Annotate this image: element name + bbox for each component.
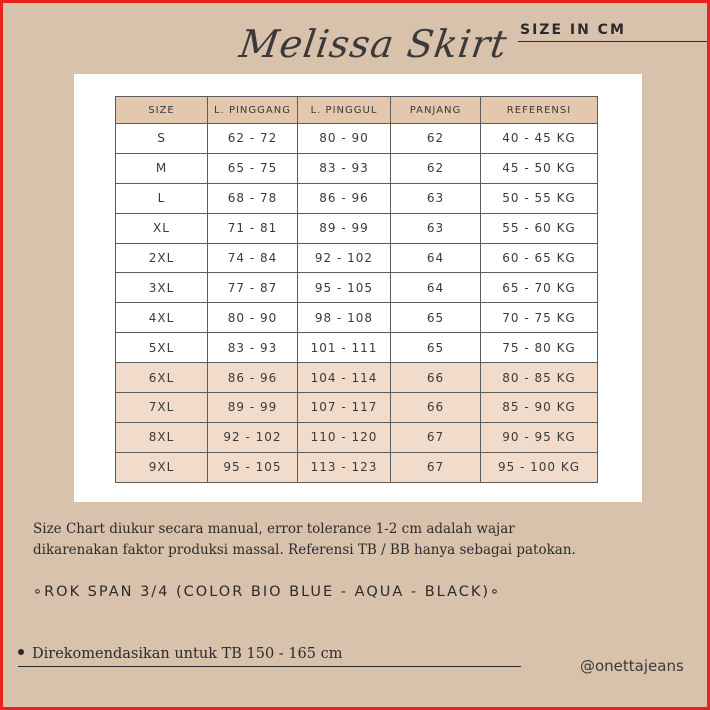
cell-length: 66 [391, 393, 481, 423]
cell-length: 63 [391, 213, 481, 243]
cell-length: 64 [391, 273, 481, 303]
cell-reference: 70 - 75 KG [481, 303, 598, 333]
cell-size: S [116, 124, 208, 154]
brand-handle: @onettajeans [580, 657, 684, 675]
cell-length: 62 [391, 124, 481, 154]
header-waist: L. PINGGANG [208, 97, 298, 124]
table-header-row [116, 97, 598, 124]
table-row [116, 183, 598, 213]
header-size: SIZE [116, 97, 208, 124]
size-chart-table [115, 96, 598, 483]
cell-reference: 40 - 45 KG [481, 124, 598, 154]
cell-waist: 71 - 81 [208, 213, 298, 243]
table-row [116, 363, 598, 393]
recommendation-underline [18, 666, 521, 667]
size-note [33, 519, 673, 561]
cell-size: 5XL [116, 333, 208, 363]
cell-waist: 92 - 102 [208, 422, 298, 452]
cell-size: 3XL [116, 273, 208, 303]
cell-waist: 95 - 105 [208, 452, 298, 482]
cell-size: 9XL [116, 452, 208, 482]
cell-hip: 113 - 123 [298, 452, 391, 482]
cell-waist: 62 - 72 [208, 124, 298, 154]
cell-waist: 68 - 78 [208, 183, 298, 213]
cell-reference: 50 - 55 KG [481, 183, 598, 213]
cell-reference: 60 - 65 KG [481, 243, 598, 273]
cell-waist: 77 - 87 [208, 273, 298, 303]
cell-hip: 95 - 105 [298, 273, 391, 303]
cell-size: M [116, 153, 208, 183]
cell-reference: 85 - 90 KG [481, 393, 598, 423]
table-row [116, 243, 598, 273]
cell-hip: 104 - 114 [298, 363, 391, 393]
cell-waist: 65 - 75 [208, 153, 298, 183]
unit-label: SIZE IN CM [520, 22, 626, 38]
cell-waist: 89 - 99 [208, 393, 298, 423]
table-row [116, 273, 598, 303]
table-row [116, 153, 598, 183]
cell-hip: 86 - 96 [298, 183, 391, 213]
cell-hip: 92 - 102 [298, 243, 391, 273]
cell-hip: 80 - 90 [298, 124, 391, 154]
variant-text: ∘ROK SPAN 3/4 (COLOR BIO BLUE - AQUA - BLACK)∘ [33, 584, 502, 600]
cell-length: 67 [391, 422, 481, 452]
recommendation-text: Direkomendasikan untuk TB 150 - 165 cm [32, 646, 343, 662]
table-row [116, 303, 598, 333]
cell-size: L [116, 183, 208, 213]
table-body [116, 124, 598, 483]
table-row [116, 333, 598, 363]
cell-waist: 74 - 84 [208, 243, 298, 273]
cell-size: 4XL [116, 303, 208, 333]
cell-waist: 86 - 96 [208, 363, 298, 393]
unit-underline [518, 41, 707, 42]
cell-hip: 83 - 93 [298, 153, 391, 183]
cell-reference: 65 - 70 KG [481, 273, 598, 303]
cell-size: 7XL [116, 393, 208, 423]
cell-hip: 101 - 111 [298, 333, 391, 363]
table-row [116, 213, 598, 243]
page-title: Melissa Skirt [236, 22, 511, 66]
table-row [116, 124, 598, 154]
cell-hip: 89 - 99 [298, 213, 391, 243]
header-reference: REFERENSI [481, 97, 598, 124]
cell-reference: 95 - 100 KG [481, 452, 598, 482]
cell-waist: 83 - 93 [208, 333, 298, 363]
cell-length: 65 [391, 333, 481, 363]
cell-length: 64 [391, 243, 481, 273]
cell-size: 2XL [116, 243, 208, 273]
cell-length: 65 [391, 303, 481, 333]
cell-hip: 110 - 120 [298, 422, 391, 452]
recommendation-item [18, 646, 342, 662]
cell-reference: 45 - 50 KG [481, 153, 598, 183]
cell-reference: 90 - 95 KG [481, 422, 598, 452]
cell-hip: 107 - 117 [298, 393, 391, 423]
cell-length: 67 [391, 452, 481, 482]
table-row [116, 452, 598, 482]
table-row [116, 422, 598, 452]
cell-waist: 80 - 90 [208, 303, 298, 333]
cell-length: 63 [391, 183, 481, 213]
cell-size: XL [116, 213, 208, 243]
cell-length: 62 [391, 153, 481, 183]
bullet-icon [18, 649, 24, 655]
cell-size: 6XL [116, 363, 208, 393]
cell-reference: 75 - 80 KG [481, 333, 598, 363]
cell-reference: 80 - 85 KG [481, 363, 598, 393]
cell-length: 66 [391, 363, 481, 393]
table-row [116, 393, 598, 423]
header-hip: L. PINGGUL [298, 97, 391, 124]
cell-size: 8XL [116, 422, 208, 452]
cell-hip: 98 - 108 [298, 303, 391, 333]
header-length: PANJANG [391, 97, 481, 124]
cell-reference: 55 - 60 KG [481, 213, 598, 243]
size-note-line: dikarenakan faktor produksi massal. Referensi TB / BB hanya sebagai patokan. [33, 542, 576, 558]
size-note-line: Size Chart diukur secara manual, error tolerance 1-2 cm adalah wajar [33, 521, 515, 537]
